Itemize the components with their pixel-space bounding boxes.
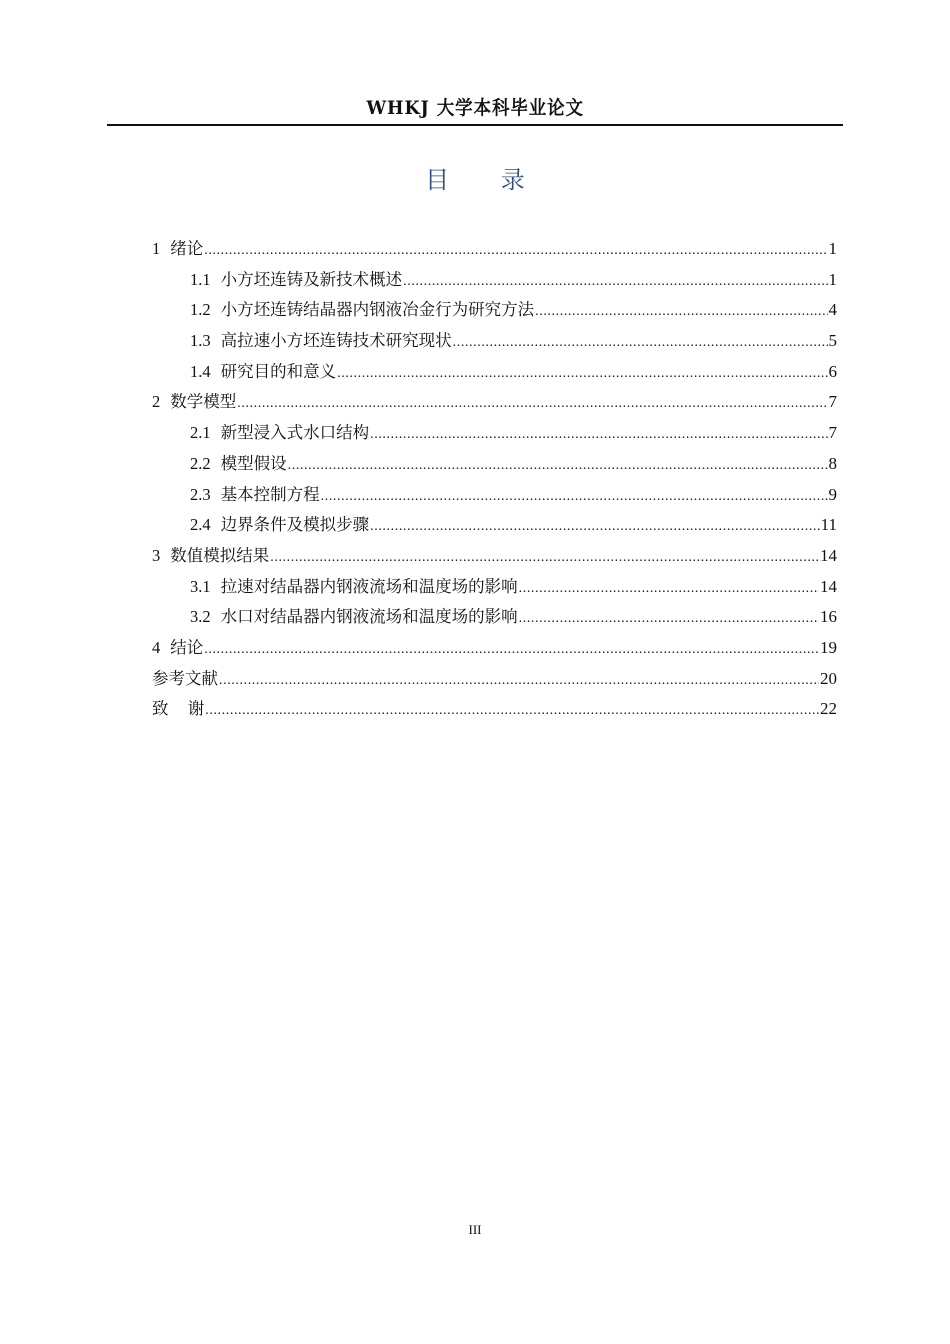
toc-entry[interactable] [152, 480, 837, 511]
toc-entry-label [190, 326, 452, 357]
toc-entry-number: 2.2 [190, 453, 211, 473]
dot-leader [519, 572, 819, 605]
toc-entry-label [190, 602, 518, 633]
dot-leader [535, 295, 827, 328]
running-header [107, 94, 843, 126]
dot-leader [205, 694, 819, 727]
toc-entry-number: 1.4 [190, 361, 211, 381]
toc-entry-label [190, 265, 402, 296]
toc-entry-page: 7 [828, 423, 837, 443]
toc-entry-title: 边界条件及模拟步骤 [220, 515, 370, 535]
toc-entry-number: 1.2 [190, 300, 211, 320]
toc-entry-number: 3.1 [190, 576, 211, 596]
dot-leader [321, 480, 828, 513]
dot-leader [370, 510, 820, 543]
toc-entry-number: 2.3 [190, 484, 211, 504]
toc-entry[interactable] [152, 326, 837, 357]
toc-entry-number: 1 [152, 239, 161, 258]
toc-entry-page: 11 [820, 515, 837, 535]
toc-entry-title: 绪论 [170, 239, 204, 258]
dot-leader [519, 602, 819, 635]
toc-entry-title: 基本控制方程 [220, 484, 320, 504]
toc-entry-page: 8 [828, 453, 837, 473]
page-number: III [468, 1222, 482, 1237]
toc-entry-label [190, 480, 320, 511]
dot-leader [204, 633, 819, 666]
toc-entry[interactable] [152, 449, 837, 480]
dot-leader [219, 664, 819, 697]
toc-entry-title: 参考文献 [152, 668, 218, 688]
toc-entry[interactable] [152, 664, 837, 695]
dot-leader [204, 234, 827, 267]
toc-entry-label [152, 387, 236, 418]
toc-entry-label [190, 449, 287, 480]
toc-entry-page: 6 [828, 361, 837, 381]
toc-entry-page: 5 [828, 331, 837, 351]
toc-title: 目 录 [425, 166, 547, 194]
toc-entry-number: 2.1 [190, 423, 211, 443]
toc-entry-title: 拉速对结晶器内钢液流场和温度场的影响 [220, 576, 518, 596]
toc-entry-page: 1 [828, 269, 837, 289]
toc-entry-page: 1 [828, 239, 837, 258]
toc-entry-title: 高拉速小方坯连铸技术研究现状 [220, 331, 452, 351]
toc-entry-label [190, 510, 369, 541]
toc-entry[interactable] [152, 418, 837, 449]
toc-entry-title: 数值模拟结果 [170, 545, 270, 565]
toc-entry[interactable] [152, 387, 837, 418]
dot-leader [270, 541, 819, 574]
dot-leader [288, 449, 828, 482]
toc-entry-number: 3.2 [190, 607, 211, 627]
toc-entry-title: 小方坯连铸结晶器内钢液冶金行为研究方法 [220, 300, 535, 320]
toc-entry[interactable] [152, 295, 837, 326]
dot-leader [370, 418, 827, 451]
toc-entry-label [152, 541, 269, 572]
toc-entry-title: 小方坯连铸及新技术概述 [220, 269, 403, 289]
toc-entry-page: 16 [820, 607, 837, 627]
toc-entry-label [190, 357, 336, 388]
toc-entry-label [190, 295, 534, 326]
dot-leader [237, 387, 827, 420]
toc-entry-number: 3 [152, 545, 161, 565]
toc-entry-label [152, 633, 203, 664]
toc-entry-number: 2.4 [190, 515, 211, 535]
dot-leader [453, 326, 828, 359]
toc-entry[interactable] [152, 510, 837, 541]
toc-entry-title: 水口对结晶器内钢液流场和温度场的影响 [220, 607, 518, 627]
toc-entry-number: 1.1 [190, 269, 211, 289]
toc-entry-page: 22 [820, 699, 837, 719]
toc-entry[interactable] [152, 694, 837, 725]
toc-entry-title: 致 谢 [152, 699, 205, 719]
toc-entry-number: 4 [152, 637, 161, 657]
toc-entry[interactable] [152, 541, 837, 572]
table-of-contents [152, 234, 837, 725]
toc-entry-number: 1.3 [190, 331, 211, 351]
toc-entry-page: 14 [820, 576, 837, 596]
toc-entry-page: 14 [820, 545, 837, 565]
toc-entry[interactable] [152, 602, 837, 633]
toc-entry-title: 模型假设 [220, 453, 287, 473]
toc-entry[interactable] [152, 633, 837, 664]
toc-entry-title: 研究目的和意义 [220, 361, 337, 381]
dot-leader [403, 265, 827, 298]
toc-entry-page: 19 [820, 637, 837, 657]
toc-entry-label [152, 694, 204, 725]
dot-leader [337, 357, 827, 390]
toc-entry-number: 2 [152, 392, 161, 412]
toc-entry-label [190, 572, 518, 603]
toc-entry-title: 数学模型 [170, 392, 237, 412]
header-title: WHKJ 大学本科毕业论文 [366, 97, 584, 119]
toc-entry-page: 20 [820, 668, 837, 688]
toc-entry-title: 新型浸入式水口结构 [220, 423, 370, 443]
toc-entry-label [152, 664, 218, 695]
toc-entry-page: 4 [828, 300, 837, 320]
toc-entry-label [190, 418, 369, 449]
toc-entry-label [152, 234, 203, 265]
toc-entry[interactable] [152, 572, 837, 603]
toc-entry-page: 9 [828, 484, 837, 504]
toc-entry[interactable] [152, 357, 837, 388]
toc-entry[interactable] [152, 265, 837, 296]
toc-entry[interactable] [152, 234, 837, 265]
toc-entry-page: 7 [828, 392, 837, 412]
toc-entry-title: 结论 [170, 637, 204, 657]
